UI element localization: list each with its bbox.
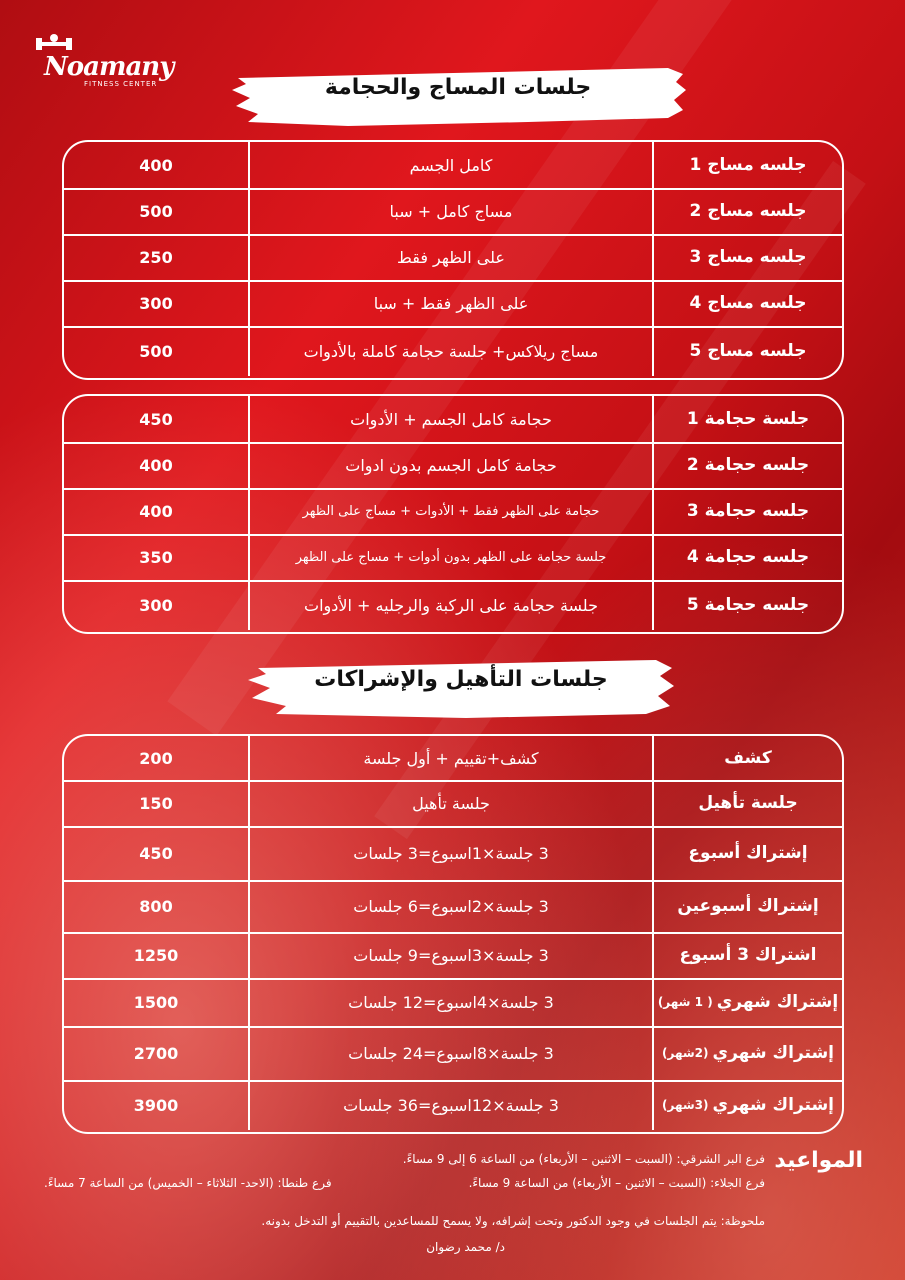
doctor-name: د/ محمد رضوان [426, 1240, 505, 1254]
table-row [64, 534, 842, 580]
massage-table [62, 140, 844, 380]
section-title: جلسات المساج والحجامة [324, 75, 592, 100]
appointments-title: المواعيد [774, 1148, 863, 1173]
row-price: 150 [139, 793, 173, 813]
row-price: 500 [139, 201, 173, 221]
row-name [652, 326, 842, 376]
row-description: 3 جلسة×3اسبوع=9 جلسات [248, 932, 652, 978]
row-price: 800 [139, 896, 173, 916]
row-name-label: كشف [724, 748, 772, 768]
row-description: على الظهر فقط [248, 234, 652, 280]
row-price: 1500 [133, 992, 179, 1012]
row-name [652, 280, 842, 326]
row-price: 400 [139, 155, 173, 175]
row-description: كشف+تقييم + أول جلسة [248, 736, 652, 780]
row-name-label: جلسه مساج 5 [689, 341, 807, 361]
row-name-label: جلسه حجامة 4 [686, 547, 810, 567]
row-name-label: جلسه حجامة 3 [686, 501, 810, 521]
row-name [652, 932, 842, 978]
table-row [64, 978, 842, 1026]
table-row [64, 1080, 842, 1130]
brand-subtitle: FITNESS CENTER [84, 80, 158, 88]
row-price: 1250 [133, 945, 179, 965]
row-name [652, 580, 842, 630]
row-name [652, 442, 842, 488]
appointments-line: فرع الجلاء: (السبت – الاثنين – الأربعاء) من الساعة 9 مساءً. [468, 1176, 765, 1190]
row-description: جلسة تأهيل [248, 780, 652, 826]
row-name-label: إشتراك شهري [712, 1095, 834, 1115]
row-description: مساج ريلاكس+ جلسة حجامة كاملة بالأدوات [248, 326, 652, 376]
row-description: حجامة على الظهر فقط + الأدوات + مساج على الظهر [248, 488, 652, 534]
row-name-label: جلسه حجامة 2 [686, 455, 810, 475]
row-name-label: جلسه مساج 2 [689, 201, 807, 221]
row-duration-tag: (2شهر) [662, 1046, 709, 1060]
row-price: 350 [139, 547, 173, 567]
appointments-line: فرع طنطا: (الاحد- الثلاثاء – الخميس) من الساعة 7 مساءً. [44, 1176, 332, 1190]
row-name-label: إشتراك شهري [712, 1043, 834, 1063]
table-row [64, 826, 842, 880]
row-name [652, 780, 842, 826]
row-name-label: إشتراك أسبوعين [677, 896, 819, 916]
row-price: 400 [139, 455, 173, 475]
table-row [64, 280, 842, 326]
row-duration-tag: (3شهر) [662, 1098, 709, 1112]
row-name [652, 1026, 842, 1080]
row-name-label: إشتراك أسبوع [688, 843, 808, 863]
row-name-label: جلسة حجامة 1 [686, 409, 810, 429]
table-row [64, 442, 842, 488]
row-description: جلسة حجامة على الركبة والرجليه + الأدوات [248, 580, 652, 630]
row-price: 300 [139, 595, 173, 615]
table-row [64, 780, 842, 826]
row-name [652, 826, 842, 880]
row-name-label: جلسه مساج 3 [689, 247, 807, 267]
row-price: 450 [139, 843, 173, 863]
row-name-label: جلسه حجامة 5 [686, 595, 810, 615]
row-description: كامل الجسم [248, 142, 652, 188]
row-price: 300 [139, 293, 173, 313]
section-banner-rehab [246, 652, 676, 722]
row-price: 250 [139, 247, 173, 267]
row-name [652, 978, 842, 1026]
row-price: 500 [139, 341, 173, 361]
table-row [64, 188, 842, 234]
row-price: 400 [139, 501, 173, 521]
table-row [64, 326, 842, 376]
row-description: حجامة كامل الجسم + الأدوات [248, 396, 652, 442]
table-row [64, 488, 842, 534]
row-name-label: إشتراك شهري [716, 992, 839, 1012]
row-price: 200 [139, 748, 173, 768]
row-description: حجامة كامل الجسم بدون ادوات [248, 442, 652, 488]
appointments-note: ملحوظة: يتم الجلسات في وجود الدكتور وتحت إشرافه، ولا يسمح للمساعدين بالتقييم أو التدخل بدونه. [261, 1214, 765, 1228]
table-row [64, 396, 842, 442]
row-price: 450 [139, 409, 173, 429]
table-row [64, 932, 842, 978]
row-description: مساج كامل + سبا [248, 188, 652, 234]
row-duration-tag: ( 1 شهر) [657, 995, 713, 1009]
row-name [652, 396, 842, 442]
row-name [652, 534, 842, 580]
row-description: 3 جلسة×4اسبوع=12 جلسات [248, 978, 652, 1026]
section-title: جلسات التأهيل والإشراكات [314, 667, 608, 692]
table-row [64, 234, 842, 280]
row-name [652, 736, 842, 780]
table-row [64, 736, 842, 780]
row-name-label: جلسه مساج 1 [689, 155, 807, 175]
row-description: جلسة حجامة على الظهر بدون أدوات + مساج على الظهر [248, 534, 652, 580]
row-description: 3 جلسة×8اسبوع=24 جلسات [248, 1026, 652, 1080]
row-name-label: جلسه مساج 4 [689, 293, 807, 313]
brand-logo [30, 28, 174, 88]
row-description: 3 جلسة×1اسبوع=3 جلسات [248, 826, 652, 880]
table-row [64, 880, 842, 932]
table-row [64, 1026, 842, 1080]
row-description: 3 جلسة×2اسبوع=6 جلسات [248, 880, 652, 932]
appointments-line: فرع البر الشرقي: (السبت – الاثنين – الأربعاء) من الساعة 6 إلى 9 مساءً. [402, 1152, 765, 1166]
row-name [652, 880, 842, 932]
table-row [64, 580, 842, 630]
row-name [652, 188, 842, 234]
row-name [652, 142, 842, 188]
table-row [64, 142, 842, 188]
row-name-label: جلسة تأهيل [698, 793, 798, 813]
cupping-table [62, 394, 844, 634]
rehab-table [62, 734, 844, 1134]
section-banner-massage [228, 60, 688, 130]
row-description: على الظهر فقط + سبا [248, 280, 652, 326]
row-name-label: اشتراك 3 أسبوع [679, 945, 817, 965]
row-price: 3900 [133, 1095, 179, 1115]
row-name [652, 1080, 842, 1130]
row-description: 3 جلسة×12اسبوع=36 جلسات [248, 1080, 652, 1130]
brand-name: Noamany [44, 52, 174, 82]
row-name [652, 234, 842, 280]
row-price: 2700 [133, 1043, 179, 1063]
row-name [652, 488, 842, 534]
